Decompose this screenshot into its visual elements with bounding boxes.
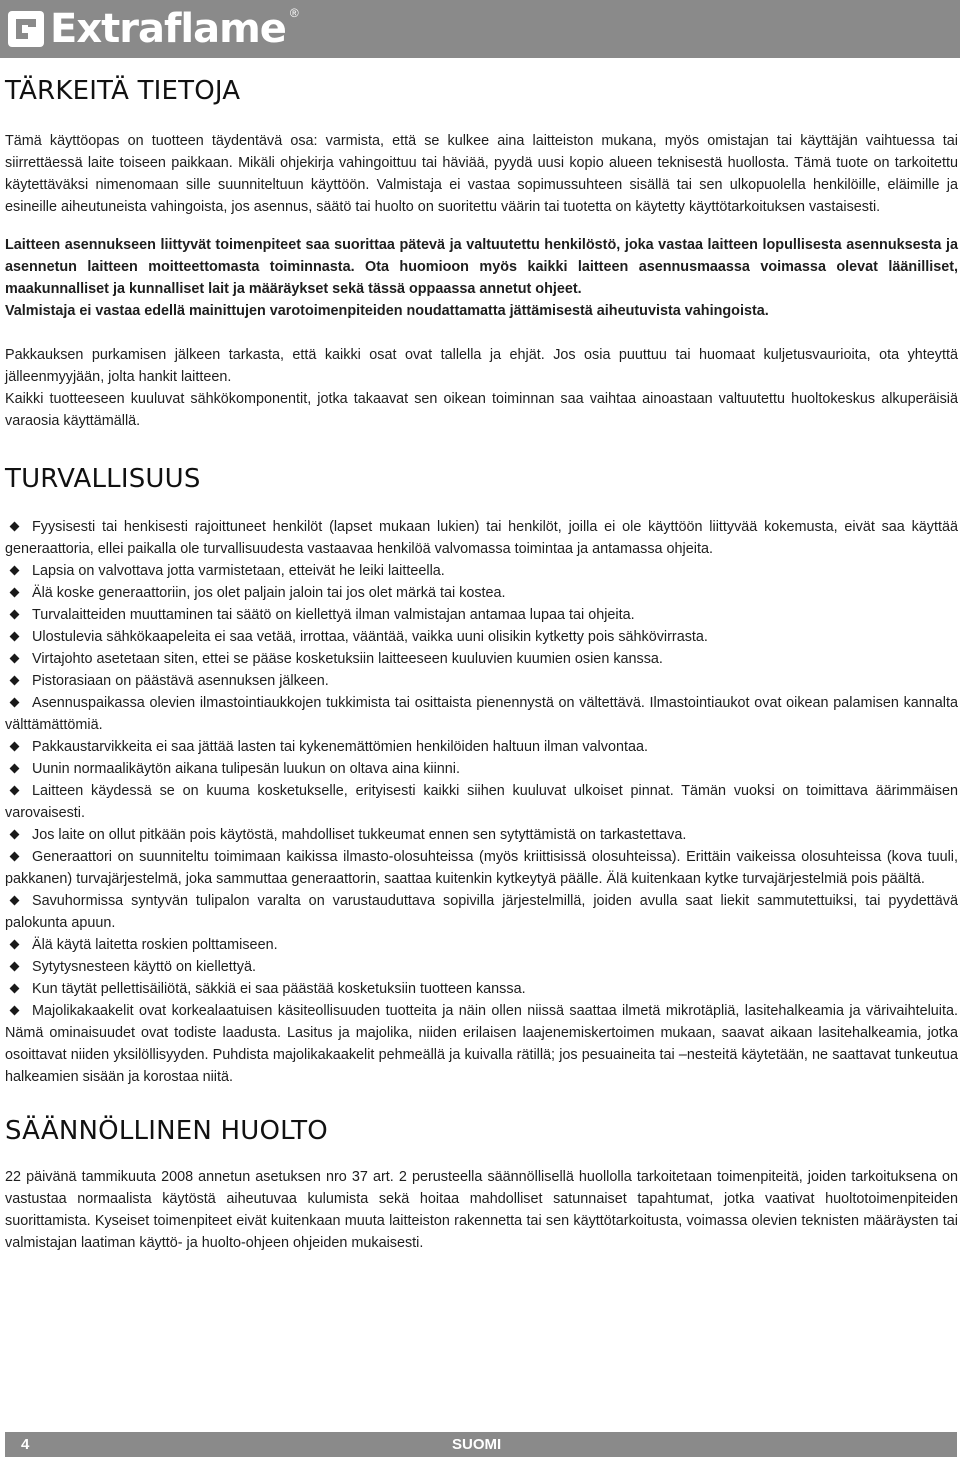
safety-list [5,516,958,1088]
list-item: Jos laite on ollut pitkään pois käytöstä, mahdolliset tukkeumat ennen sen sytyttämistä on tarkastettava. [5,824,958,846]
logo-mark-icon [6,9,46,49]
list-item: Lapsia on valvottava jotta varmistetaan, etteivät he leiki laitteella. [5,560,958,582]
list-item: Pistorasiaan on päästävä asennuksen jälkeen. [5,670,958,692]
diamond-bullet-icon [10,565,20,575]
installation-paragraph: Laitteen asennukseen liittyvät toimenpiteet saa suorittaa pätevä ja valtuutettu henkilöstö, joka vastaa laitteen lopullisesta asennuksesta ja asennetun laitteen moitteettomasta toiminnasta. Ota huomioon myös kaikki laitteen asennusmaassa voimassa olevat läänilliset, maakunnalliset ja kunnalliset lait ja määräykset sekä tässä oppaassa annetut ohjeet. [5,237,958,297]
extraflame-logo [6,6,299,52]
page-content [5,72,958,1254]
diamond-bullet-icon [10,785,20,795]
unpacking-paragraph: Pakkauksen purkamisen jälkeen tarkasta, että kaikki osat ovat tallella ja ehjät. Jos osia puuttuu tai huomaat kuljetusvaurioita, ota yhteyttä jälleenmyyjään, jolta hankit laitteen. [5,347,958,385]
list-item: Kun täytät pellettisäiliötä, säkkiä ei saa päästää kosketuksiin tuotteen kanssa. [5,978,958,1000]
manufacturer-liability-line: Valmistaja ei vastaa edellä mainittujen varotoimenpiteiden noudattamatta jättämisestä aiheutuvista vahingoista. [5,303,769,319]
list-item: Virtajohto asetetaan siten, ettei se pääse kosketuksiin laitteeseen kuuluvien kuumien osien kanssa. [5,648,958,670]
header-band [0,0,960,58]
list-item: Pakkaustarvikkeita ei saa jättää lasten tai kykenemättömien henkilöiden haltuun ilman valvontaa. [5,736,958,758]
diamond-bullet-icon [10,895,20,905]
list-item: Sytytysnesteen käyttö on kiellettyä. [5,956,958,978]
list-item: Generaattori on suunniteltu toimimaan kaikissa ilmasto-olosuhteissa (myös kriittisissä olosuhteissa). Erittäin vaikeissa olosuhteissa (kova tuuli, pakkanen) turvajärjestelmä, joka sammuttaa generaattorin, saattaa kuitenkin kytkeytyä päälle. Älä kuitenkaan kytke turvajärjestelmiä pois päältä. [5,849,958,887]
list-item: Laitteen käydessä se on kuuma kosketukselle, erityisesti kaikki siihen kuuluvat ulkoiset pinnat. Tämän vuoksi on toimittava äärimmäisen varovaisesti. [5,783,958,821]
diamond-bullet-icon [10,961,20,971]
diamond-bullet-icon [10,983,20,993]
maintenance-paragraph: 22 päivänä tammikuuta 2008 annetun asetuksen nro 37 art. 2 perusteella säännöllisellä huollolla tarkoitetaan toimenpiteitä, joiden tarkoituksena on vastustaa normaalista käytöstä aiheutuvaa kulumista sekä hoitaa mahdolliset satunnaiset tapahtumat, jotka vaativat huoltotoimenpiteiden suorittamista. Kyseiset toimenpiteet eivät kuitenkaan muuta laitteiston rakennetta tai sen käyttötarkoitusta, voimassa olevien teknisten määräysten tai valmistajan laatiman käyttö- ja huolto-ohjeen ohjeiden mukaisesti. [5,1169,958,1251]
diamond-bullet-icon [10,609,20,619]
list-item: Uunin normaalikäytön aikana tulipesän luukun on oltava aina kiinni. [5,758,958,780]
electrical-components-paragraph: Kaikki tuotteeseen kuuluvat sähkökomponentit, jotka takaavat sen oikean toiminnan saa vaihtaa ainoastaan valtuutettu huoltokeskus alkuperäisiä varaosia käyttämällä. [5,391,958,429]
logo-text: Extraflame [50,6,286,52]
diamond-bullet-icon [10,741,20,751]
diamond-bullet-icon [10,851,20,861]
list-item: Majolikakaakelit ovat korkealaatuisen käsiteollisuuden tuotteita ja näin ollen niissä saattaa ilmetä mikrotäpliä, lasitehalkeamia ja värivaihteluita. Nämä ominaisuudet ovat todiste laadusta. Lasitus ja majolika, niiden erilaisen laajenemiskertoimen mukaan, saavat aikaan lasitehalkeamia, jotka osoittavat niiden yksilöllisyyden. Puhdista majolikakaakelit pehmeällä ja kuivalla rätillä; jos pesuaineita tai –nesteitä käytetään, ne saattavat tunkeutua halkeamien sisään ja korostaa niitä. [5,1003,958,1085]
diamond-bullet-icon [10,521,20,531]
diamond-bullet-icon [10,653,20,663]
list-item: Turvalaitteiden muuttaminen tai säätö on kiellettyä ilman valmistajan antamaa lupaa tai ohjeita. [5,604,958,626]
list-item: Älä käytä laitetta roskien polttamiseen. [5,934,958,956]
list-item: Älä koske generaattoriin, jos olet paljain jaloin tai jos olet märkä tai kostea. [5,582,958,604]
diamond-bullet-icon [10,763,20,773]
diamond-bullet-icon [10,1005,20,1015]
diamond-bullet-icon [10,587,20,597]
list-item: Asennuspaikassa olevien ilmastointiaukkojen tukkimista tai osittaista pienennystä on vältettävä. Ilmastointiaukot ovat oikean palamisen kannalta välttämättömiä. [5,695,958,733]
section-title-maintenance: SÄÄNNÖLLINEN HUOLTO [5,1116,328,1146]
section-title-safety: TURVALLISUUS [5,464,201,494]
diamond-bullet-icon [10,939,20,949]
footer-band [5,1432,957,1457]
page-number: 4 [21,1436,30,1453]
intro-paragraph: Tämä käyttöopas on tuotteen täydentävä osa: varmista, että se kulkee aina laitteiston mukana, myös omistajan tai käyttäjän vaihtuessa tai siirrettäessä laite toiseen paikkaan. Mikäli ohjekirja vahingoittuu tai häviää, pyydä uusi kopio alueen teknisestä huollosta. Tämä tuote on tarkoitettu käytettäväksi nimenomaan sille suunniteltuun käyttöön. Valmistaja ei vastaa sopimussuhteen sisällä tai sen ulkopuolella henkilöille, eläimille ja esineille aiheutuneista vahingoista, jos asennus, säätö tai huolto on suoritettu väärin tai tuotetta on käytetty käyttötarkoituksen vastaisesti. [5,133,958,215]
diamond-bullet-icon [10,675,20,685]
list-item: Savuhormissa syntyvän tulipalon varalta on varustauduttava sopivilla järjestelmillä, joiden avulla saat liekit sammutettuiksi, tai pyydettävä palokunta apuun. [5,893,958,931]
list-item: Fyysisesti tai henkisesti rajoittuneet henkilöt (lapset mukaan lukien) tai henkilöt, joilla ei ole käyttöön liittyvää kokemusta, eivät saa käyttää generaattoria, ellei paikalla ole turvallisuudesta vastaavaa henkilöä valvomassa toimintaa ja antamassa ohjeita. [5,519,958,557]
diamond-bullet-icon [10,697,20,707]
section-title-important-info: TÄRKEITÄ TIETOJA [5,76,241,106]
registered-mark: ® [289,6,299,20]
diamond-bullet-icon [10,631,20,641]
language-label: SUOMI [452,1436,502,1453]
diamond-bullet-icon [10,829,20,839]
list-item: Ulostulevia sähkökaapeleita ei saa vetää, irrottaa, vääntää, vaikka uuni olisikin kytketty pois sähkövirrasta. [5,626,958,648]
